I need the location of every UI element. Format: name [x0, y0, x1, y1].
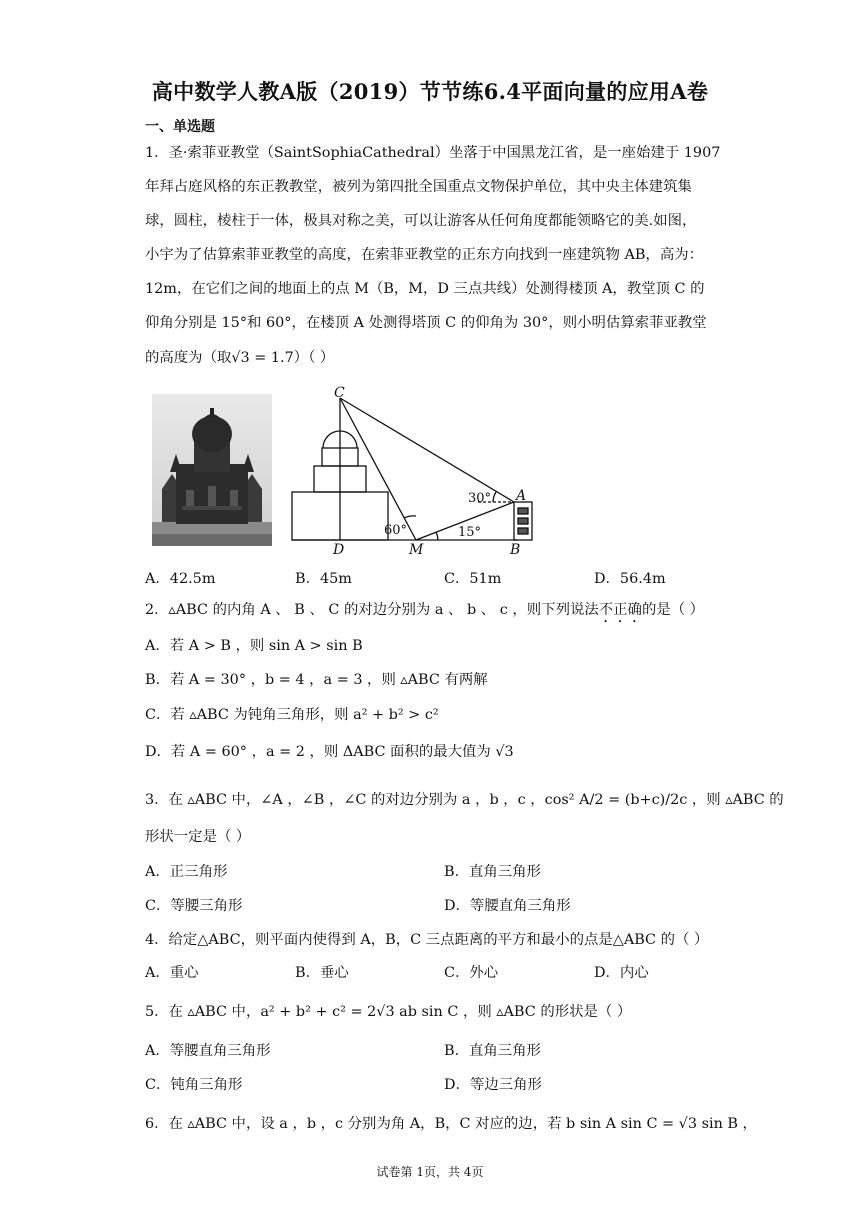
- geometry-diagram: [288, 384, 538, 556]
- label-a: A: [516, 488, 527, 504]
- q6-stem: 6．在 ▵ABC 中，设 a ，b ，c 分别为角 A，B，C 对应的边，若 b sin A sin C = √3 sin B ，: [145, 1116, 757, 1132]
- q1-line-3: 球，圆柱，棱柱于一体，极具对称之美，可以让游客从任何角度都能领略它的美.如图，: [145, 213, 697, 229]
- section-heading: 一、单选题: [145, 119, 215, 135]
- q2-option-a: A．若 A > B ，则 sin A > sin B: [145, 638, 363, 654]
- q1-option-b: B．45m: [295, 571, 352, 587]
- page-title: 高中数学人教A版（2019）节节练6.4平面向量的应用A卷: [151, 79, 709, 104]
- q5-option-c: C．钝角三角形: [145, 1077, 243, 1093]
- tower-window-2: [518, 518, 528, 524]
- q3-stem-2: 形状一定是（ ）: [145, 829, 251, 845]
- q2-stem-pre: 2．▵ABC 的内角 A 、 B 、 C 的对边分别为 a 、 b 、 c ，则下列说法: [145, 602, 599, 618]
- q1-option-c: C．51m: [444, 571, 502, 587]
- label-angle-60: 60°: [384, 523, 408, 538]
- label-angle-15: 15°: [458, 525, 482, 540]
- arc-30: [493, 492, 496, 502]
- q1-option-a: A．42.5m: [145, 571, 216, 587]
- q1-line-7: [145, 348, 334, 368]
- q1-line-5: 12m，在它们之间的地面上的点 M（B，M，D 三点共线）处测得楼顶 A，教堂顶 C 的: [145, 281, 705, 297]
- arc-60: [404, 516, 416, 518]
- q3-option-c: C．等腰三角形: [145, 898, 243, 914]
- label-angle-30: 30°: [468, 491, 492, 506]
- q2-option-b: B．若 A = 30° ，b = 4 ，a = 3 ，则 ▵ABC 有两解: [145, 672, 488, 688]
- q1-line-2: 年拜占庭风格的东正教教堂，被列为第四批全国重点文物保护单位，其中央主体建筑集: [145, 179, 692, 195]
- q3-stem: 3．在 ▵ABC 中，∠A ，∠B ，∠C 的对边分别为 a ，b ，c ，cos² A/2 = (b+c)/2c ，则 ▵ABC 的: [145, 792, 784, 808]
- label-c: C: [334, 385, 345, 401]
- page-footer: 试卷第 1页，共 4页: [376, 1165, 484, 1179]
- cathedral-photo: [152, 394, 272, 546]
- q2-option-c: C．若 ▵ABC 为钝角三角形，则 a² + b² > c²: [145, 707, 439, 723]
- q4-option-b: B．垂心: [295, 965, 349, 981]
- q2-stem-post: 的是（ ）: [641, 602, 705, 618]
- q2-stem: [145, 600, 704, 626]
- q5-option-b: B．直角三角形: [444, 1043, 541, 1059]
- q1-line-7-pre: 的高度为（取: [145, 350, 232, 366]
- q3-option-d: D．等腰直角三角形: [444, 898, 571, 914]
- q4-option-c: C．外心: [444, 965, 499, 981]
- q1-line-4: 小宇为了估算索菲亚教堂的高度，在索菲亚教堂的正东方向找到一座建筑物 AB，高为：: [145, 247, 703, 263]
- q3-option-a: A．正三角形: [145, 864, 228, 880]
- q5-stem: 5．在 ▵ABC 中，a² + b² + c² = 2√3 ab sin C ，则 ▵ABC 的形状是（ ）: [145, 1004, 632, 1020]
- label-d: D: [333, 542, 345, 556]
- q4-option-a: A．重心: [145, 965, 199, 981]
- arc-15: [436, 532, 438, 540]
- q5-option-d: D．等边三角形: [444, 1077, 542, 1093]
- q4-option-d: D．内心: [594, 965, 649, 981]
- tower-window-1: [518, 508, 528, 514]
- tower-window-3: [518, 528, 528, 534]
- q2-stem-emphasis: 不正确: [598, 602, 642, 618]
- q2-option-d: D．若 A = 60° ，a = 2 ，则 ΔABC 面积的最大值为 √3: [145, 744, 514, 760]
- q1-line-7-post: ）（ ）: [293, 350, 335, 366]
- label-b: B: [510, 542, 521, 556]
- q1-line-1: 1．圣·索菲亚教堂（SaintSophiaCathedral）坐落于中国黑龙江省，是一座始建于 1907: [145, 145, 721, 161]
- q1-sqrt-expression: √3 = 1.7: [231, 350, 294, 366]
- label-m: M: [409, 542, 424, 556]
- line-cm: [340, 398, 416, 540]
- q4-stem: 4．给定△ABC，则平面内使得到 A，B，C 三点距离的平方和最小的点是△ABC 的（ ）: [145, 932, 709, 948]
- q1-option-d: D．56.4m: [594, 571, 666, 587]
- q3-option-b: B．直角三角形: [444, 864, 541, 880]
- q5-option-a: A．等腰直角三角形: [145, 1043, 271, 1059]
- q1-line-6: 仰角分别是 15°和 60°，在楼顶 A 处测得塔顶 C 的仰角为 30°，则小明估算索菲亚教堂: [145, 315, 707, 331]
